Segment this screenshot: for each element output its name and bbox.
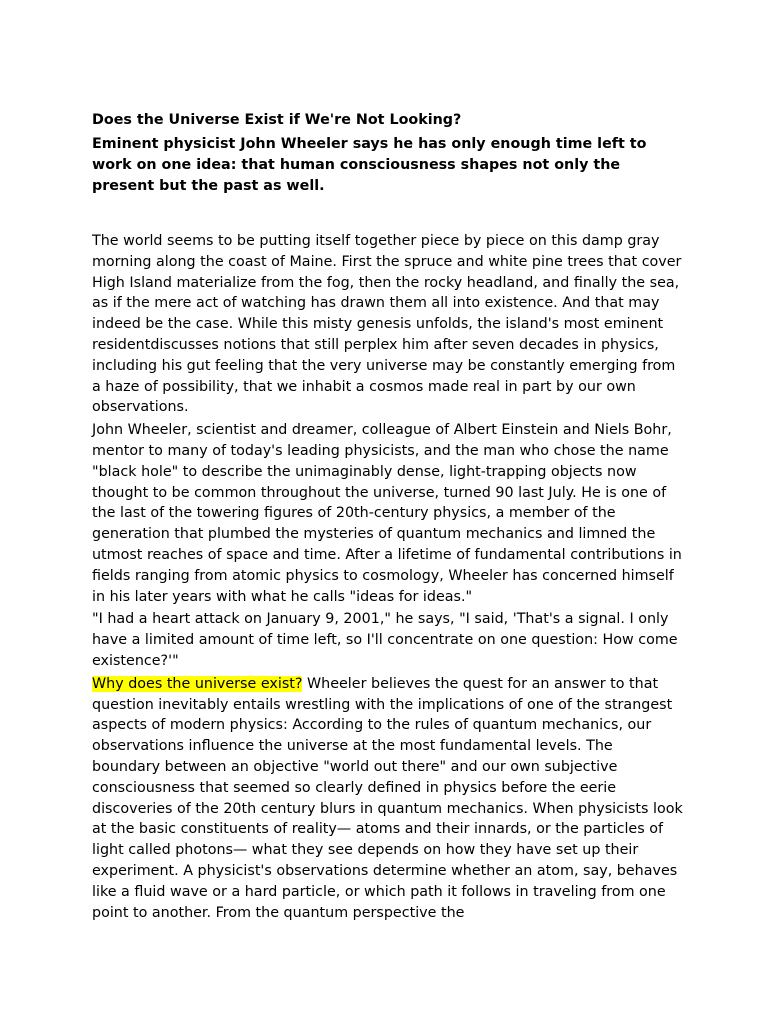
article-title: Does the Universe Exist if We're Not Looking? — [92, 112, 462, 128]
paragraph-2: John Wheeler, scientist and dreamer, colleague of Albert Einstein and Niels Bohr, mentor to many of today's leading physicists, and the man who chose the name "black hole" to describe the unimaginably dense, light-trapping objects now thought to be common throughout the universe, turned 90 last July. He is one of the last of the towering figures of 20th-century physics, a member of the generation that plumbed the mysteries of quantum mechanics and limned the utmost reaches of space and time. After a lifetime of fundamental contributions in fields ranging from atomic physics to cosmology, Wheeler has concerned himself in his later years with what he calls "ideas for ideas." — [92, 422, 682, 605]
paragraph-3: "I had a heart attack on January 9, 2001," he says, "I said, 'That's a signal. I only have a limited amount of time left, so I'll concentrate on one question: How come existence?'" — [92, 611, 678, 669]
paragraph-4-text: Wheeler believes the quest for an answer to that question inevitably entails wrestling with the implications of one of the strangest aspects of modern physics: According to the rules of quantum mechanics, our observations influence the universe at the most fundamental levels. The boundary between an objective "world out there" and our own subjective consciousness that seemed so clearly defined in physics before the eerie discoveries of the 20th century blurs in quantum mechanics. When physicists look at the basic constituents of reality— atoms and their innards, or the particles of light called photons— what they see depends on how they have set up their experiment. A physicist's observations determine whether an atom, say, behaves like a fluid wave or a hard particle, or which path it follows in traveling from one point to another. From the quantum perspective the — [92, 675, 683, 921]
article-subtitle: Eminent physicist John Wheeler says he has only enough time left to work on one idea: that human consciousness shapes not only the present but the past as well. — [92, 136, 647, 194]
article-body — [92, 110, 684, 925]
paragraph-1: The world seems to be putting itself together piece by piece on this damp gray morning along the coast of Maine. First the spruce and white pine trees that cover High Island materialize from the fog, then the rocky headland, and finally the sea, as if the mere act of watching has drawn them all into existence. And that may indeed be the case. While this misty genesis unfolds, the island's most eminent residentdiscusses notions that still perplex him after seven decades in physics, including his gut feeling that the very universe may be constantly emerging from a haze of possibility, that we inhabit a cosmos made real in part by our own observations. — [92, 233, 682, 416]
paragraph-4 — [92, 674, 684, 924]
highlighted-question: Why does the universe exist? — [92, 675, 303, 692]
